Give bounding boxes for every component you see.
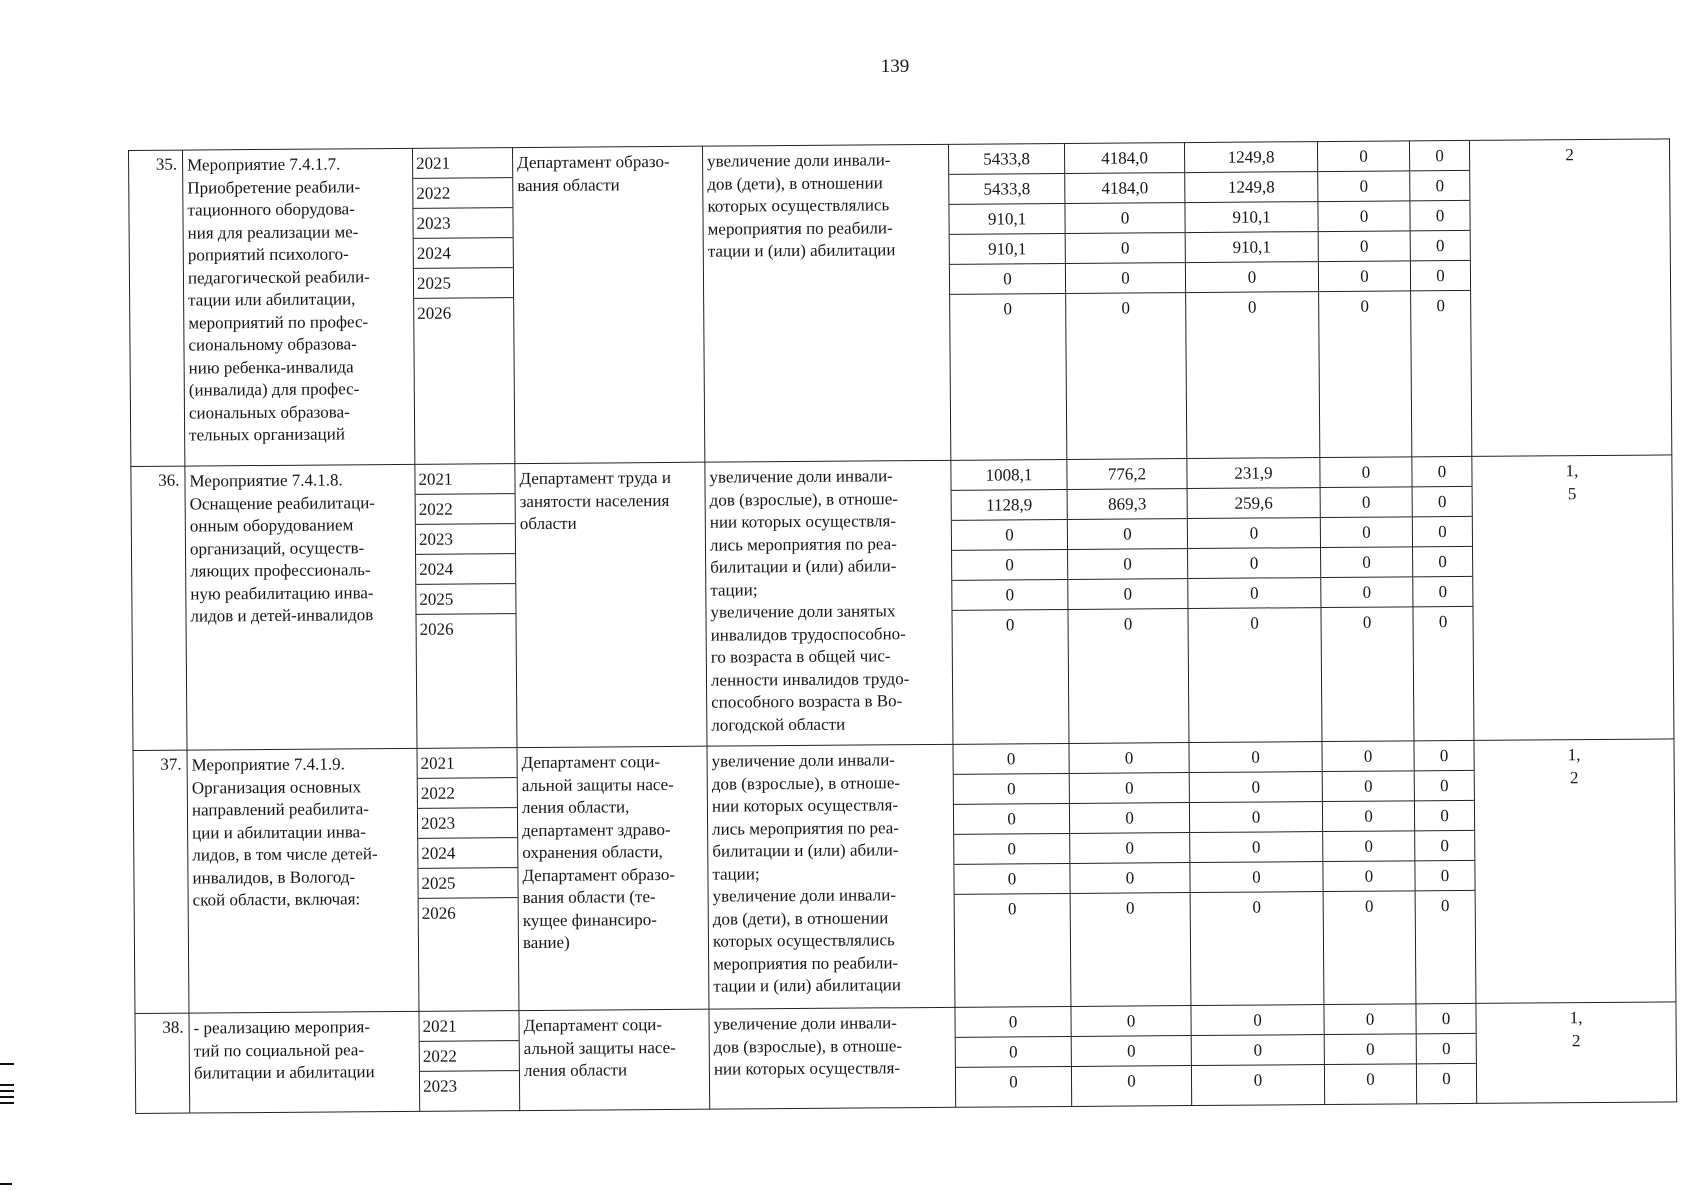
amount-cell-value: 0 [1413,577,1472,607]
amount-cell-value: 0 [1413,487,1472,517]
goal-cell-line: увеличение доли занятых [710,601,896,622]
department-cell [519,1009,710,1110]
amount-cell-value: 0 [1325,1034,1416,1065]
amount-cell [1069,743,1191,1007]
department-cell-line: Департамент образо- [522,864,676,885]
amount-cell-value: 0 [1318,141,1409,172]
measure-title-line: Мероприятие 7.4.1.8. [189,470,343,491]
amount-cell-value: 0 [1253,1070,1263,1090]
goal-cell-line: билитации и (или) абили- [712,840,899,861]
amount-cell-value: 0 [1321,547,1412,578]
amount-cell-value: 0 [1071,1006,1190,1037]
goal-cell-line: инвалидов трудоспособно- [710,623,906,645]
department-cell-line: Департамент образо- [517,151,670,173]
amount-cell-value: 1008,1 [951,460,1066,491]
amount-cell-stack [953,744,1069,925]
amount-cell-value: 0 [1360,296,1370,316]
amount-cell-stack [1187,458,1320,639]
amount-cell-value: 0 [1252,897,1262,917]
amount-cell-value: 0 [1007,899,1017,919]
amount-cell-value: 0 [1318,171,1409,202]
indicator-code [1472,455,1674,740]
table-body [129,139,1677,1114]
measure-title-line: сиональных образова- [188,401,350,423]
year-cell-value: 2024 [414,238,513,269]
amount-cell-value: 0 [1190,772,1322,803]
amount-cell-value: 0 [1366,1069,1375,1089]
department-cell-line: вания области [517,174,620,195]
amount-cell-value: 910,1 [1186,232,1318,263]
row-number: 37. [133,750,189,1013]
amount-cell-value: 776,2 [1067,459,1186,490]
measures-table [128,138,1677,1114]
goal-cell-line: нии которых осуществля- [711,795,899,816]
year-cell-stack [419,1011,519,1102]
goal-cell-line: тации и (или) абилитации [707,240,896,261]
amount-cell-stack [1320,457,1412,638]
indicator-code [1476,1002,1677,1103]
amount-cell-value: 0 [1322,741,1413,772]
year-cell [419,1011,520,1112]
department-cell-line: вание) [522,932,570,953]
amount-cell-value: 0 [1323,801,1414,832]
goal-cell-line: лись мероприятия по реа- [712,817,900,839]
amount-cell-stack [1191,1005,1324,1096]
year-cell-value: 2025 [416,584,515,615]
amount-cell [1324,1004,1417,1105]
indicator-code [1474,739,1676,1003]
goal-cell-line: дов (взрослые), в отноше- [713,1035,903,1057]
row-number: 38. [135,1013,190,1113]
measure-title-line: Мероприятие 7.4.1.7. [187,154,341,175]
amount-cell-value: 0 [1436,296,1446,316]
amount-cell-value: 0 [1190,802,1322,833]
measure-title-line: педагогической реабили- [187,266,370,288]
amount-cell-value: 0 [954,804,1069,835]
amount-cell-stack [949,144,1065,325]
amount-cell [1320,457,1414,742]
amount-cell-value: 0 [1417,1034,1476,1064]
indicator-code-line: 1, [1569,1008,1583,1028]
measure-title-line: Оснащение реабилитаци- [189,492,375,514]
amount-cell-value: 0 [952,550,1067,581]
amount-cell-value: 0 [953,744,1068,775]
year-cell-value: 2023 [413,208,512,239]
amount-cell [1409,140,1471,456]
measure-title-line: ную реабилитацию инва- [190,582,374,604]
goal-cell-line: увеличение доли инвали- [712,885,897,906]
goal-cell [707,744,955,1009]
year-cell-stack [418,748,518,929]
amount-cell [1191,1005,1325,1106]
amount-cell-value: 910,1 [949,204,1064,235]
amount-cell-value: 0 [956,1037,1071,1068]
amount-cell-stack [1065,143,1185,324]
amount-cell-value: 0 [1121,298,1131,318]
amount-cell-value: 910,1 [950,234,1065,265]
measure-title [187,748,419,1013]
amount-cell-stack [1189,742,1322,923]
amount-cell-value: 0 [1070,833,1189,864]
measure-title-line: онным оборудованием [189,515,354,536]
amount-cell-value: 0 [1127,1071,1136,1091]
year-cell-value: 2026 [421,903,456,923]
scan-mark [0,1063,14,1065]
goal-cell-line: ленности инвалидов трудо- [710,668,910,690]
indicator-code-line: 2 [1571,1030,1581,1050]
measure-title-line: организаций, осуществ- [189,537,365,559]
amount-cell-stack [1185,142,1318,323]
amount-cell-value: 0 [1250,613,1259,633]
year-cell-value: 2026 [419,619,454,639]
amount-cell-value: 231,9 [1187,458,1319,489]
year-cell-value: 2023 [422,1076,458,1096]
amount-cell-value: 4184,0 [1065,143,1184,174]
amount-cell-value: 0 [1065,203,1184,234]
amount-cell [1322,741,1416,1005]
amount-cell-value: 0 [1005,615,1015,635]
amount-cell-value: 5433,8 [949,174,1064,205]
amount-cell-value: 0 [1319,261,1410,292]
goal-cell-line: дов (дети), в отношении [712,907,889,929]
measure-title-line: тации или абилитации, [188,289,356,310]
amount-cell-value: 0 [1069,743,1188,774]
measure-title [183,148,415,466]
year-cell-value: 2025 [414,268,513,299]
year-cell [415,464,517,749]
amount-cell-value: 0 [1416,1004,1475,1034]
indicator-code-line: 5 [1567,483,1577,503]
scan-mark [0,1183,12,1185]
measure-title-line: Приобретение реабили- [187,176,361,198]
amount-cell-value: 0 [1070,863,1189,894]
goal-cell-line: логодской области [711,714,846,735]
amount-cell-value: 0 [1066,233,1185,264]
year-cell-value: 2022 [416,494,515,525]
year-cell-value: 2022 [413,178,512,209]
amount-cell-value: 0 [1318,201,1409,232]
amount-cell-value: 0 [1413,517,1472,547]
goal-cell-line: тации; [712,863,760,884]
measure-title-line: лидов и детей-инвалидов [190,605,374,626]
amount-cell-value: 0 [1364,896,1374,916]
amount-cell [1071,1006,1192,1107]
amount-cell-value: 0 [1320,457,1411,488]
row-number: 35. [129,150,185,466]
department-cell-line: занятости населения [519,490,670,511]
amount-cell-value: 0 [1362,612,1372,632]
amount-cell-stack [1318,141,1410,322]
amount-cell-value: 0 [1413,547,1472,577]
amount-cell-stack [1410,141,1470,321]
amount-cell-value: 0 [952,580,1067,611]
amount-cell-value: 0 [1323,861,1414,892]
amount-cell-value: 0 [954,864,1069,895]
amount-cell [1317,141,1411,458]
year-cell-stack [415,464,515,645]
amount-cell [953,743,1071,1007]
amount-cell-value: 0 [1190,832,1322,863]
amount-cell-value: 0 [1411,231,1470,261]
amount-cell-stack [1324,1004,1416,1095]
amount-cell-value: 0 [1321,577,1412,608]
goal-cell-line: го возраста в общей чис- [710,646,891,667]
department-cell-line: вания области (те- [522,887,656,908]
goal-cell-line: мероприятия по реабили- [707,217,893,239]
goal-cell-line: способного возраста в Во- [711,691,903,712]
amount-cell-stack [1071,1006,1191,1097]
amount-cell-value: 0 [1323,771,1414,802]
goal-cell-line: дов (дети), в отношении [707,172,883,194]
measure-title-line: тационного оборудова- [187,199,355,220]
table-row [135,1002,1677,1114]
year-cell-value: 2021 [413,148,512,179]
measure-title-line: тий по социальной реа- [193,1039,365,1061]
goal-cell-line: тации и (или) абилитации [713,975,902,996]
amount-cell-value: 0 [1411,261,1470,291]
amount-cell-value: 0 [1319,231,1410,262]
goal-cell-line: увеличение доли инвали- [709,466,893,487]
amount-cell-value: 0 [1321,517,1412,548]
table-row [131,455,1674,751]
amount-cell-value: 0 [1415,831,1474,861]
measure-title-line: инвалидов, в Вологод- [192,866,356,888]
goal-cell [705,460,953,746]
indicator-code-line: 2 [1569,767,1579,787]
year-cell-value: 2021 [419,1011,518,1042]
measure-title-line: билитации и абилитации [193,1062,375,1083]
amount-cell [951,459,1069,744]
department-cell [517,746,709,1010]
measure-title [189,1011,420,1113]
measure-title-line: Мероприятие 7.4.1.9. [191,754,345,775]
measure-title-line: направлений реабилита- [191,799,369,820]
amount-cell-value: 0 [1410,201,1469,231]
measure-title-line: роприятий психолого- [187,244,349,265]
amount-cell-stack [1412,457,1472,637]
goal-cell-line: дов (взрослые), в отноше- [709,488,899,510]
amount-cell-value: 1128,9 [952,490,1067,521]
amount-cell-value: 0 [1190,862,1322,893]
amount-cell-value: 0 [1410,141,1469,171]
measure-title-line: ции и абилитации инва- [192,821,366,843]
amount-cell-stack [1416,1004,1476,1094]
amount-cell-stack [955,1007,1071,1098]
goal-cell-line: которых осуществлялись [712,930,895,951]
department-cell-line: Департамент соци- [523,1015,663,1036]
amount-cell-stack [1067,459,1187,640]
table-row [129,139,1672,467]
measure-title-line: (инвалида) для профес- [188,379,360,400]
goal-cell-line: лись мероприятия по реа- [709,533,897,555]
amount-cell-value: 910,1 [1185,202,1317,233]
amount-cell-value: 0 [954,834,1069,865]
year-cell-value: 2022 [420,1041,519,1072]
goal-cell-line: увеличение доли инвали- [711,750,896,771]
amount-cell-value: 0 [1410,171,1469,201]
year-cell-value: 2025 [418,868,517,899]
amount-cell-value: 0 [1415,801,1474,831]
department-cell-line: альной защиты насе- [521,774,674,795]
measure-title-line: - реализацию мероприя- [193,1017,370,1038]
year-cell-value: 2023 [416,524,515,555]
amount-cell-value: 0 [1070,773,1189,804]
amount-cell-value: 5433,8 [949,144,1064,175]
amount-cell-value: 0 [1440,896,1450,916]
measure-title-line: сиональному образова- [188,334,357,355]
amount-cell-value: 4184,0 [1065,173,1184,204]
amount-cell [1187,458,1322,743]
amount-cell-stack [1322,741,1414,922]
department-cell [512,146,704,463]
amount-cell-value: 0 [1009,1072,1018,1092]
goal-cell-line: увеличение доли инвали- [707,150,891,171]
amount-cell-value: 0 [1412,457,1471,487]
year-cell-value: 2023 [418,808,517,839]
goal-cell-line: тации; [710,579,758,600]
goal-cell-line: билитации и (или) абили- [710,556,897,577]
amount-cell-value: 0 [1442,1069,1451,1089]
indicator-code-line: 2 [1565,145,1574,165]
amount-cell-value: 0 [1068,519,1187,550]
year-cell-value: 2021 [415,464,514,495]
indicator-code-line: 1, [1567,745,1581,765]
amount-cell-value: 0 [1066,263,1185,294]
year-cell-value: 2021 [418,748,517,779]
department-cell-line: охранения области, [522,842,663,863]
scan-mark [0,1090,14,1092]
amount-cell-value: 0 [1192,1035,1324,1066]
indicator-code [1469,139,1671,456]
amount-cell-value: 0 [1438,612,1448,632]
amount-cell [1067,459,1189,744]
goal-cell-line: увеличение доли инвали- [713,1013,897,1034]
amount-cell-value: 1249,8 [1185,142,1317,173]
scan-mark [0,1096,14,1098]
amount-cell-value: 0 [1189,742,1321,773]
amount-cell-value: 0 [1414,741,1473,771]
department-cell-line: департамент здраво- [522,819,671,840]
amount-cell-value: 0 [1125,898,1135,918]
amount-cell-stack [951,460,1067,641]
year-cell-value: 2022 [418,778,517,809]
amount-cell-value: 0 [1068,549,1187,580]
page-number: 139 [880,56,910,77]
amount-cell-stack [1414,741,1474,921]
amount-cell [1184,142,1319,459]
measure-title-line: тельных организаций [189,424,345,445]
amount-cell-value: 0 [1186,262,1318,293]
amount-cell-value: 0 [1072,1036,1191,1067]
table-row [133,739,1676,1014]
row-number: 36. [131,466,187,750]
department-cell-line: Департамент соци- [521,752,661,773]
goal-cell-line: мероприятия по реабили- [713,952,899,974]
year-cell-stack [413,148,513,329]
department-cell-line: ления области [523,1060,628,1081]
goal-cell-line: которых осуществлялись [707,195,890,216]
amount-cell-value: 0 [952,520,1067,551]
amount-cell-value: 259,6 [1188,488,1320,519]
amount-cell-value: 0 [1321,487,1412,518]
amount-cell-value: 0 [1324,1004,1415,1035]
year-cell [417,748,519,1012]
amount-cell-value: 0 [1123,614,1133,634]
amount-cell-value: 0 [955,1007,1070,1038]
scan-mark [0,1084,14,1086]
amount-cell-value: 0 [1247,297,1257,317]
amount-cell-value: 0 [1191,1005,1323,1036]
amount-cell-value: 0 [1188,518,1320,549]
goal-cell-line: нии которых осуществля- [713,1058,901,1079]
amount-cell-value: 0 [1003,299,1013,319]
amount-cell-value: 0 [950,264,1065,295]
department-cell-line: альной защиты насе- [523,1037,676,1058]
year-cell-value: 2024 [418,838,517,869]
amount-cell-value: 0 [1415,861,1474,891]
department-cell-line: ления области, [521,797,630,818]
department-cell-line: кущее финансиро- [522,909,657,930]
year-cell [412,148,514,465]
goal-cell-line: нии которых осуществля- [709,511,897,532]
amount-cell-stack [1069,743,1189,924]
indicator-code-line: 1, [1565,461,1579,481]
department-cell-line: области [519,513,577,534]
amount-cell-value: 0 [954,774,1069,805]
goal-cell-line: дов (взрослые), в отноше- [711,772,901,794]
amount-cell-value: 1249,8 [1185,172,1317,203]
department-cell-line: Департамент труда и [519,467,671,489]
measure-title-line: ния для реализации ме- [187,221,359,243]
amount-cell [1414,740,1476,1003]
amount-cell-value: 0 [1070,803,1189,834]
year-cell-value: 2024 [416,554,515,585]
amount-cell [1189,742,1324,1006]
amount-cell-value: 0 [1188,548,1320,579]
amount-cell-value: 0 [1068,579,1187,610]
goal-cell [702,144,950,462]
amount-cell [1064,143,1186,460]
amount-cell-value: 0 [1323,831,1414,862]
measure-title-line: мероприятий по профес- [188,311,369,333]
amount-cell [948,143,1066,460]
amount-cell-value: 869,3 [1068,489,1187,520]
measure-title-line: Организация основных [191,776,361,798]
amount-cell-value: 0 [1188,578,1320,609]
goal-cell [709,1007,956,1109]
measure-title-line: лидов, в том числе детей- [192,844,378,865]
amount-cell [955,1006,1072,1107]
scan-mark [0,1102,14,1104]
year-cell-value: 2026 [417,303,452,323]
amount-cell-value: 0 [1415,771,1474,801]
amount-cell [1416,1003,1477,1103]
measure-title-line: нию ребенка-инвалида [188,356,354,378]
measure-title [185,464,417,750]
department-cell [515,462,707,747]
measure-title-line: ской области, включая: [192,889,361,910]
amount-cell [1412,456,1474,740]
measure-title-line: ляющих профессиональ- [190,560,371,581]
